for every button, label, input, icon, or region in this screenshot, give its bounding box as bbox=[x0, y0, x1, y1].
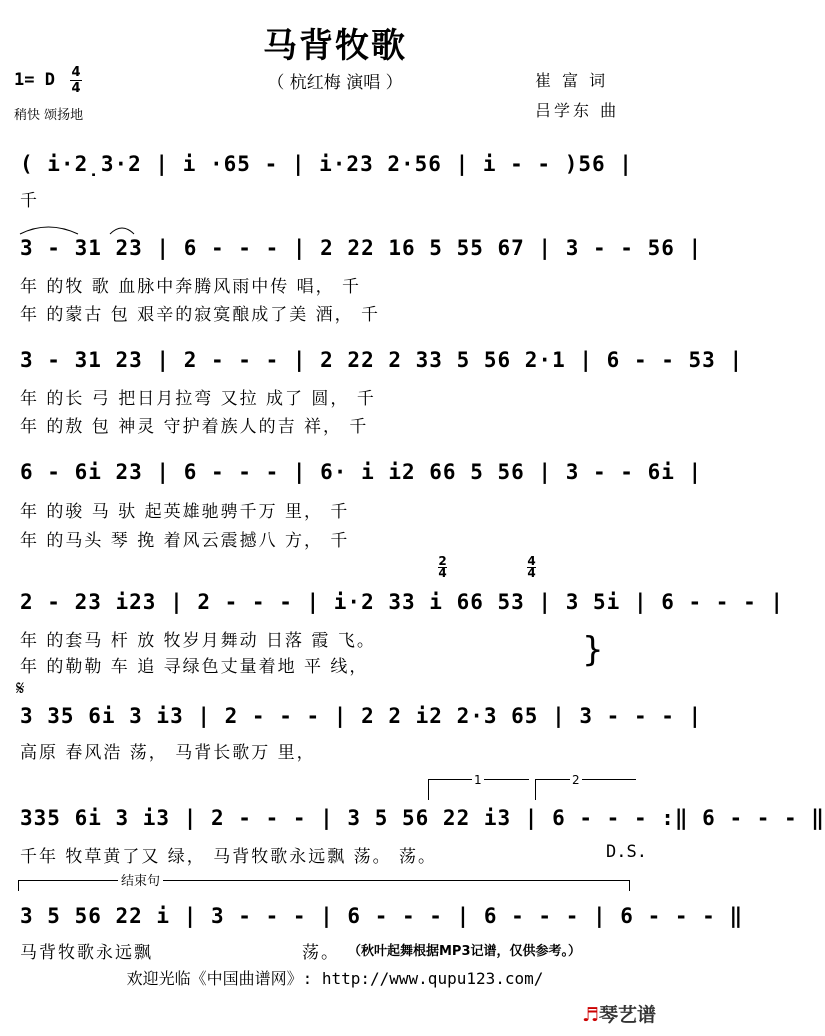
lyric-row-3b: 年 的敖 包 神灵 守护着族人的吉 祥， 千 bbox=[20, 417, 369, 437]
notation-row-5: 2 - 23 i23 | 2 - - - | i·2 33 i 66 53 | 3 5i | 6 - - - | bbox=[20, 590, 785, 614]
time-signature-top: 4 bbox=[71, 65, 81, 80]
composer-credit: 吕学东 曲 bbox=[535, 101, 620, 120]
lyric-row-4b: 年 的马头 琴 挽 着风云震撼八 方， 千 bbox=[20, 531, 350, 551]
website-footer: 欢迎光临《中国曲谱网》: http://www.qupu123.com/ bbox=[126, 969, 544, 988]
slur-row-2 bbox=[18, 222, 138, 236]
notation-row-8: 3 5 56 22 i | 3 - - - | 6 - - - | 6 - - - | 6 - - - ‖ bbox=[20, 904, 744, 928]
logo-icon: ♬ bbox=[581, 1004, 599, 1026]
time-signature-bottom: 4 bbox=[71, 81, 81, 96]
performer-subtitle: （ 杭红梅 演唱 ） bbox=[267, 73, 403, 93]
lyric-row-8: 马背牧歌永远飘 bbox=[20, 943, 153, 963]
lyric-row-7: 千年 牧草黄了又 绿， 马背牧歌永远飘 荡。 荡。 bbox=[20, 847, 438, 867]
time-change-a-top: 2 bbox=[438, 554, 447, 568]
ending-bracket bbox=[18, 880, 630, 891]
lyric-row-1: 千 bbox=[20, 191, 39, 211]
time-change-a-bottom: 4 bbox=[438, 566, 447, 580]
time-change-2-4 bbox=[438, 556, 447, 579]
lyric-row-3a: 年 的长 弓 把日月拉弯 又拉 成了 圆， 千 bbox=[20, 389, 376, 409]
lyric-row-2a: 年 的牧 歌 血脉中奔腾风雨中传 唱， 千 bbox=[20, 277, 362, 297]
lyric-row-4a: 年 的骏 马 驮 起英雄驰骋千万 里， 千 bbox=[20, 502, 350, 522]
volta-2-bracket bbox=[535, 779, 636, 800]
time-change-4-4 bbox=[527, 556, 536, 579]
lyric-row-2b: 年 的蒙古 包 艰辛的寂寞酿成了美 酒， 千 bbox=[20, 305, 381, 325]
lyric-row-5b: 年 的勒勒 车 追 寻绿色丈量着地 平 线， bbox=[20, 657, 369, 677]
notation-row-2: 3 - 31 23 | 6 - - - | 2 22 16 5 55 67 | 3 - - 56 | bbox=[20, 236, 703, 260]
time-signature bbox=[70, 66, 82, 95]
notation-row-4: 6 - 6i 23 | 6 - - - | 6· i i2 66 5 56 | 3 - - 6i | bbox=[20, 460, 703, 484]
site-logo bbox=[582, 1000, 656, 1027]
key-signature: 1= D bbox=[14, 70, 55, 90]
notation-row-7: 335 6i 3 i3 | 2 - - - | 3 5 56 22 i3 | 6 - - - :‖ 6 - - - ‖ bbox=[20, 806, 825, 830]
lyric-row-8-tail: 荡。 bbox=[302, 943, 340, 963]
dal-segno: D.S. bbox=[606, 842, 647, 862]
volta-2-label: 2 bbox=[572, 773, 580, 787]
volta-1-label: 1 bbox=[474, 773, 482, 787]
song-title: 马背牧歌 bbox=[263, 26, 407, 66]
lyric-row-5a: 年 的套马 杆 放 牧岁月舞动 日落 霞 飞。 bbox=[20, 631, 376, 651]
time-change-b-bottom: 4 bbox=[527, 566, 536, 580]
time-change-b-top: 4 bbox=[527, 554, 536, 568]
ending-label: 结束句 bbox=[118, 870, 163, 889]
lyricist-credit: 崔 富 词 bbox=[535, 71, 609, 90]
notation-row-6: 3 35 6i 3 i3 | 2 - - - | 2 2 i2 2·3 65 | 3 - - - | bbox=[20, 704, 703, 728]
logo-text: 琴艺谱 bbox=[598, 1004, 656, 1026]
lyric-row-6: 高原 春风浩 荡， 马背长歌万 里， bbox=[20, 743, 316, 763]
transcription-note: （秋叶起舞根据MP3记谱，仅供参考。） bbox=[348, 944, 582, 959]
notation-row-3: 3 - 31 23 | 2 - - - | 2 22 2 33 5 56 2·1 | 6 - - 53 | bbox=[20, 348, 744, 372]
segno-symbol: 𝄋 bbox=[16, 676, 25, 700]
tempo-marking: 稍快 颂扬地 bbox=[14, 108, 84, 123]
notation-row-1: ( i·2̣3·2 | i ·65 - | i·23 2·56 | i - - )56 | bbox=[20, 152, 633, 176]
lyric-brace: } bbox=[582, 630, 604, 670]
